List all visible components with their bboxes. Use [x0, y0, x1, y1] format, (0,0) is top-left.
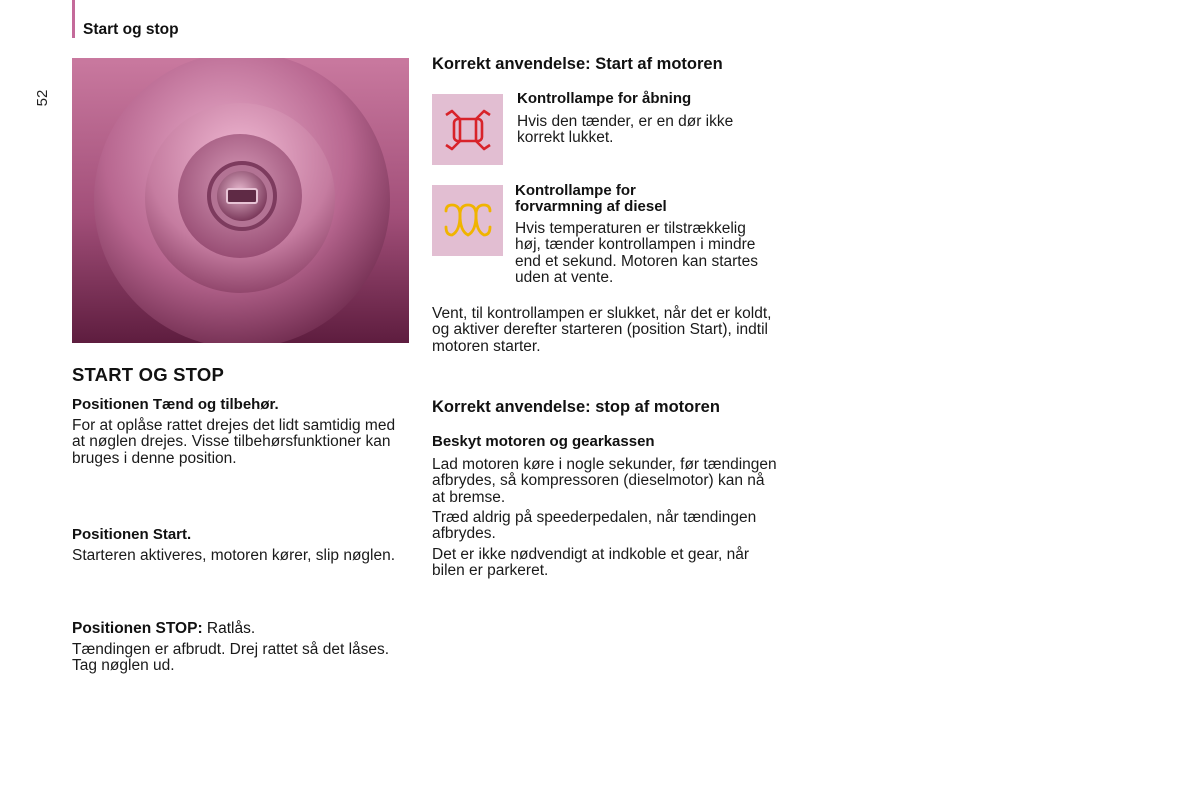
position-start-text: Starteren aktiveres, motoren kører, slip nøglen.: [72, 547, 396, 564]
position-acc-text: For at oplåse rattet drejes det lidt samtidig med at nøglen drejes. Visse tilbehørsfunktioner kan bruges i denne position.: [72, 417, 396, 467]
position-acc-title: Positionen Tænd og tilbehør.: [72, 396, 279, 413]
door-lamp-title: Kontrollampe for åbning: [517, 90, 692, 107]
position-stop-title: [72, 621, 412, 637]
stop-para-1: Lad motoren køre i nogle sekunder, før tændingen afbrydes, så kompressoren (dieselmotor) kan nå at bremse.: [432, 456, 777, 506]
start-section-title: Korrekt anvendelse: Start af motoren: [432, 55, 723, 73]
stop-section-subtitle: Beskyt motoren og gearkassen: [432, 433, 655, 450]
glow-lamp-text: Hvis temperaturen er tilstrækkelig høj, tænder kontrollampen i mindre end et sekund. Motoren kan startes uden at vente.: [515, 220, 758, 287]
stop-para-2: Træd aldrig på speederpedalen, når tændingen afbrydes.: [432, 509, 757, 543]
glow-plug-icon: [440, 201, 496, 241]
glow-plug-lamp-box: [432, 185, 503, 256]
stop-para-3: Det er ikke nødvendigt at indkoble et gear, når bilen er parkeret.: [432, 546, 750, 580]
position-stop-title-bold: Positionen STOP:: [72, 620, 203, 637]
main-title: START OG STOP: [72, 364, 224, 385]
ignition-switch-photo: [72, 58, 409, 343]
glow-lamp-title: Kontrollampe for forvarmning af diesel: [515, 182, 667, 215]
position-stop-title-suffix: Ratlås.: [202, 620, 256, 637]
section-header: Start og stop: [83, 21, 179, 38]
door-lamp-text: Hvis den tænder, er en dør ikke korrekt lukket.: [517, 113, 734, 147]
key-slot: [227, 189, 257, 203]
section-tab-marker: [72, 0, 75, 38]
position-start-title: Positionen Start.: [72, 526, 192, 543]
page-number: 52: [34, 89, 51, 107]
door-open-warning-icon: [440, 106, 496, 154]
position-stop-text: Tændingen er afbrudt. Drej rattet så det låses. Tag nøglen ud.: [72, 641, 390, 675]
stop-section-title: Korrekt anvendelse: stop af motoren: [432, 398, 720, 416]
wait-instruction-text: Vent, til kontrollampen er slukket, når det er koldt, og aktiver derefter starteren (position Start), indtil motoren starter.: [432, 305, 772, 355]
door-warning-lamp-box: [432, 94, 503, 165]
